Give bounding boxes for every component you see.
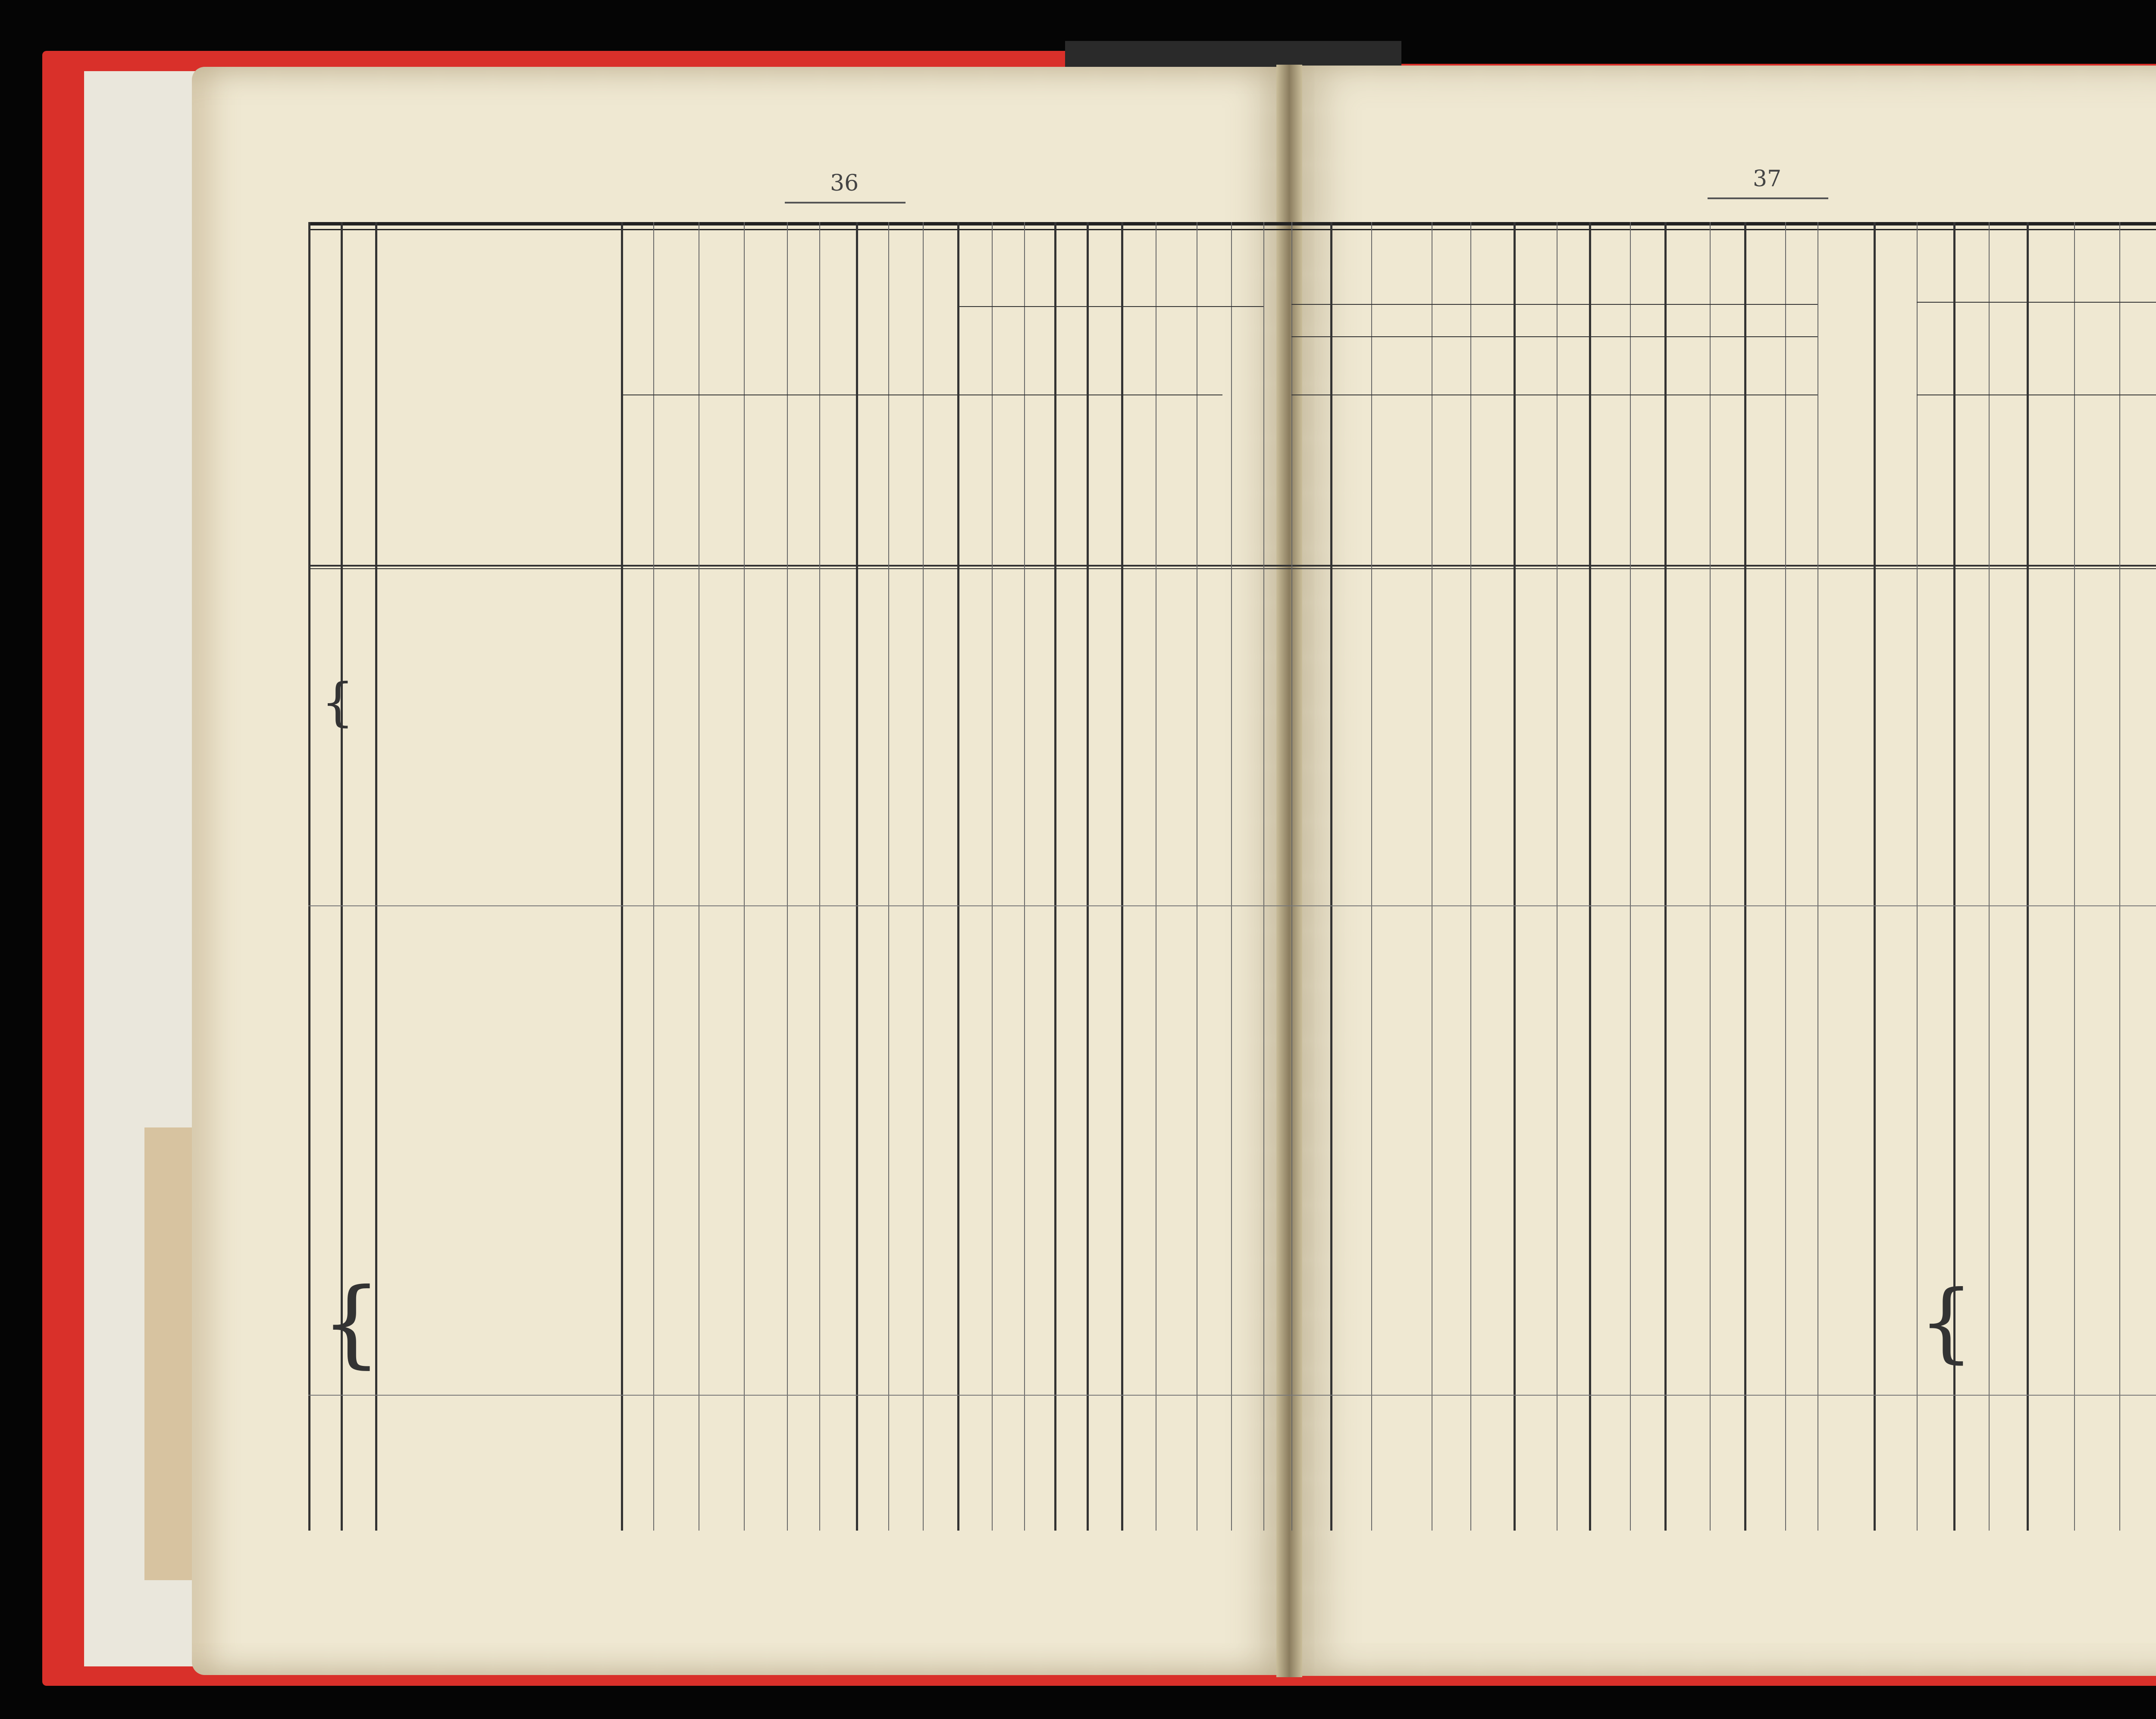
column-rule — [1710, 222, 1711, 1531]
sub-rule — [1291, 336, 1818, 337]
column-rule — [923, 222, 924, 1531]
column-rule — [1371, 222, 1372, 1531]
total-rule — [308, 1395, 2156, 1396]
column-rule — [1231, 222, 1232, 1531]
column-rule — [621, 222, 623, 1531]
column-rule — [787, 222, 788, 1531]
column-rule — [1291, 222, 1292, 1531]
column-rule — [2027, 222, 2029, 1531]
row-brace: { — [1919, 1272, 1974, 1372]
left-page — [192, 67, 1289, 1675]
sub-rule — [1291, 304, 1818, 305]
column-rule — [1589, 222, 1591, 1531]
column-rule — [1054, 222, 1056, 1531]
page-number-rule — [1708, 197, 1828, 199]
column-rule — [1785, 222, 1786, 1531]
sub-rule — [1917, 302, 2156, 303]
column-rule — [1514, 222, 1516, 1531]
column-rule — [1087, 222, 1089, 1531]
column-rule — [744, 222, 745, 1531]
column-rule — [1664, 222, 1667, 1531]
column-rule — [957, 222, 959, 1531]
column-rule — [1470, 222, 1471, 1531]
column-rule — [1744, 222, 1746, 1531]
column-rule — [1330, 222, 1332, 1531]
colnum-rule — [308, 568, 2156, 569]
page-number-right: 37 — [1753, 166, 1782, 192]
total-rule — [308, 905, 2156, 906]
column-rule — [653, 222, 654, 1531]
row-brace: { — [321, 1268, 382, 1378]
column-rule — [1121, 222, 1123, 1531]
column-rule — [1024, 222, 1025, 1531]
row-brace: { — [321, 673, 354, 733]
column-rule — [1630, 222, 1631, 1531]
column-rule — [1263, 222, 1264, 1531]
column-rule — [992, 222, 993, 1531]
column-rule — [1874, 222, 1876, 1531]
table-top-rule — [308, 222, 2156, 225]
column-rule — [819, 222, 820, 1531]
column-rule — [1917, 222, 1918, 1531]
column-rule — [888, 222, 889, 1531]
table-top-rule — [308, 229, 2156, 230]
column-rule — [856, 222, 858, 1531]
book-gutter — [1276, 65, 1302, 1677]
page-number-left: 36 — [830, 170, 859, 196]
header-bottom-rule — [308, 565, 2156, 567]
column-rule — [308, 222, 310, 1531]
column-rule — [2074, 222, 2075, 1531]
column-rule — [2119, 222, 2120, 1531]
sub-rule — [959, 306, 1263, 307]
page-number-rule — [785, 202, 906, 204]
column-rule — [1989, 222, 1990, 1531]
right-page — [1289, 66, 2156, 1676]
